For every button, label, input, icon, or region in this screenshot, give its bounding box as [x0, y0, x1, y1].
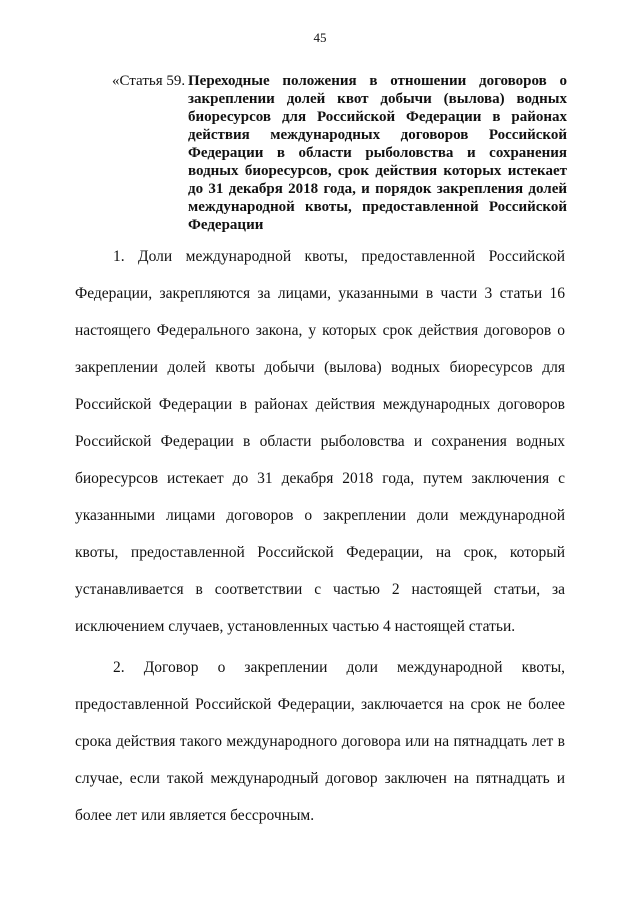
article-prefix: «Статья 59.	[112, 73, 186, 89]
article-title: Переходные положения в отношении договоров о закреплении долей квот добычи (вылова) водных биоресурсов для Российской Федерации в районах действия международных договоров Российской Федерации в области рыболовства и сохранения водных биоресурсов, срок действия которых истекает до 31 декабря 2018 года, и порядок закрепления долей международной квоты, предоставленной Российской Федерации	[188, 73, 567, 233]
page-number: 45	[313, 30, 327, 45]
article-body	[75, 238, 565, 834]
paragraph-1: 1. Доли международной квоты, предоставленной Российской Федерации, закрепляются за лицами, указанными в части 3 статьи 16 настоящего Федерального закона, у которых срок действия договоров о закреплении долей квоты добычи (вылова) водных биоресурсов для Российской Федерации в районах действия международных договоров Российской Федерации в области рыболовства и сохранения водных биоресурсов истекает до 31 декабря 2018 года, путем заключения с указанными лицами договоров о закреплении доли международной квоты, предоставленной Российской Федерации, на срок, который устанавливается в соответствии с частью 2 настоящей статьи, за исключением случаев, установленных частью 4 настоящей статьи.	[75, 248, 565, 635]
paragraph-2: 2. Договор о закреплении доли международной квоты, предоставленной Российской Федерации, заключается на срок не более срока действия такого международного договора или на пятнадцать лет в случае, если такой международный договор заключен на пятнадцать и более лет или является бессрочным.	[75, 659, 565, 824]
article-heading	[112, 72, 567, 234]
